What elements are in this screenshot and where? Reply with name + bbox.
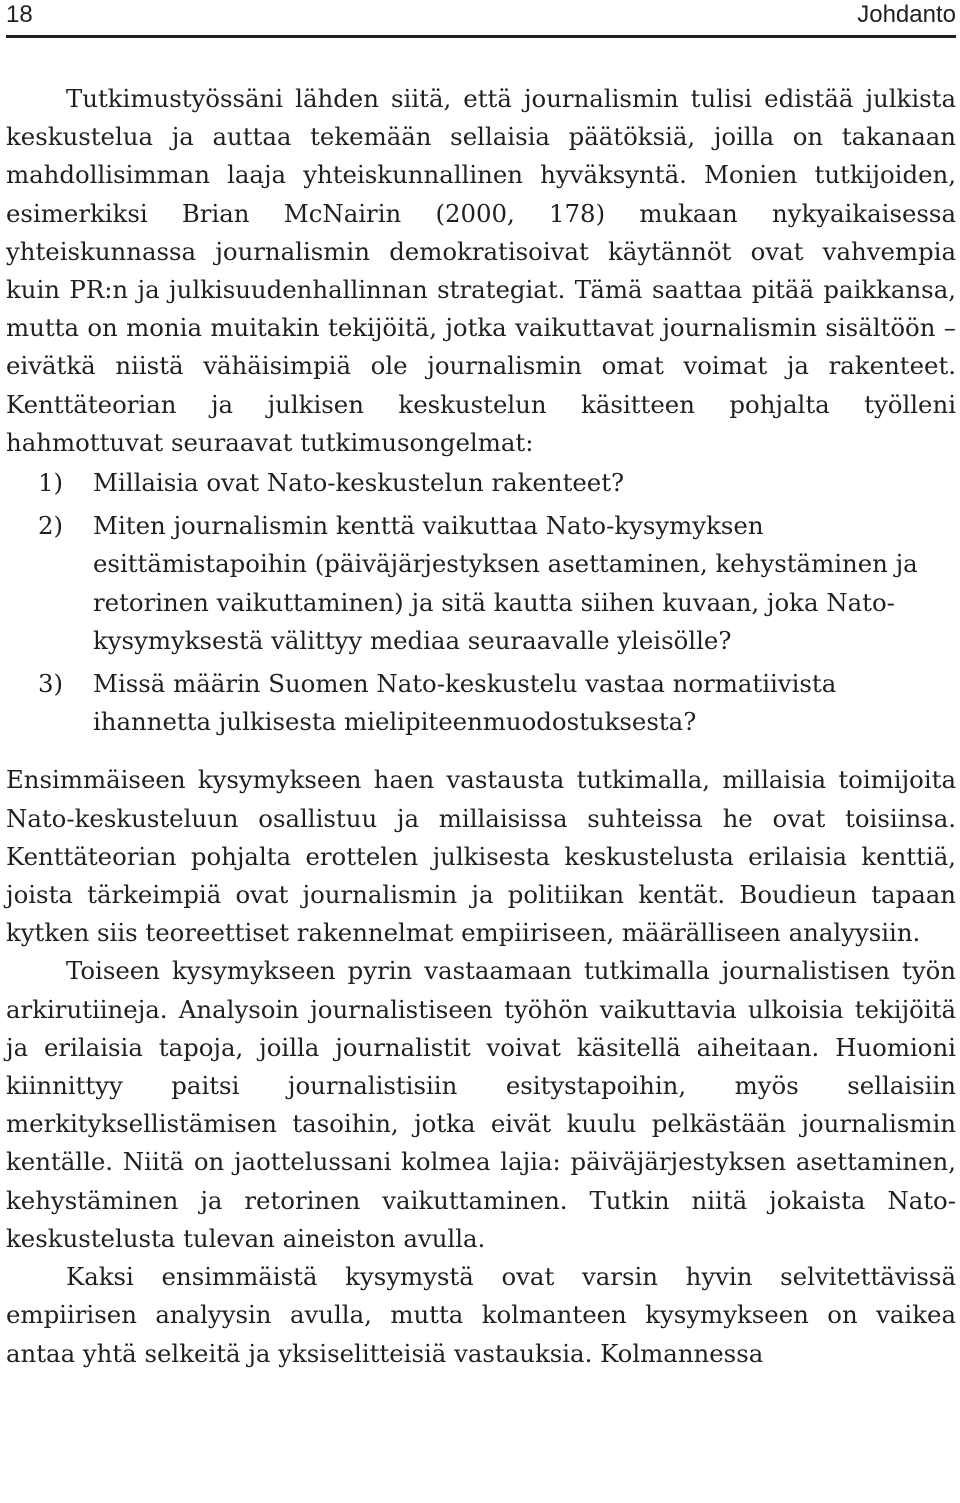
question-number: 1) (38, 468, 64, 498)
question-text: Missä määrin Suomen Nato-keskustelu vastaa normatiivista ihannetta julkisesta mielipiteenmuodostuksesta? (93, 669, 837, 737)
running-head (6, 0, 956, 34)
chapter-title: Johdanto (857, 1, 956, 28)
research-questions-list (6, 464, 956, 741)
question-number: 2) (38, 511, 64, 541)
header-rule (6, 35, 956, 38)
research-question-2 (6, 507, 956, 660)
body-paragraph-1: Ensimmäiseen kysymykseen haen vastausta tutkimalla, millaisia toimijoita Nato-keskusteluun osallistuu ja millaisissa suhteissa he ovat toisiinsa. Kenttäteorian pohjalta erottelen julkisesta keskustelusta erilaisia kenttiä, joista tärkeimpiä ovat journalismin ja politiikan kentät. Boudieun tapaan kytken siis teoreettiset rakennelmat empiiriseen, määrälliseen analyysiin. (6, 765, 956, 948)
research-question-3 (6, 665, 956, 741)
question-text: Miten journalismin kenttä vaikuttaa Nato-kysymyksen esittämistapoihin (päiväjärjestyksen asettaminen, kehystäminen ja retorinen vaikuttaminen) ja sitä kautta siihen kuvaan, joka Nato-kysymyksestä välittyy mediaa seuraavalle yleisölle? (93, 511, 918, 655)
research-question-1 (6, 464, 956, 502)
intro-paragraph: Tutkimustyössäni lähden siitä, että journalismin tulisi edistää julkista keskustelua ja auttaa tekemään sellaisia päätöksiä, joilla on takanaan mahdollisimman laaja yhteiskunnallinen hyväksyntä. Monien tutkijoiden, esimerkiksi Brian McNairin (2000, 178) mukaan nykyaikaisessa yhteiskunnassa journalismin demokratisoivat käytännöt ovat vahvempia kuin PR:n ja julkisuudenhallinnan strategiat. Tämä saattaa pitää paikkansa, mutta on monia muitakin tekijöitä, jotka vaikuttavat journalismin sisältöön – eivätkä niistä vähäisimpiä ole journalismin omat voimat ja rakenteet. Kenttäteorian ja julkisen keskustelun käsitteen pohjalta työlleni hahmottuvat seuraavat tutkimusongelmat: (6, 84, 956, 457)
body-paragraph-2: Toiseen kysymykseen pyrin vastaamaan tutkimalla journalistisen työn arkirutiineja. Analysoin journalistiseen työhön vaikuttavia ulkoisia tekijöitä ja erilaisia tapoja, joilla journalistit voivat käsitellä aiheitaan. Huomioni kiinnittyy paitsi journalistisiin esitystapoihin, myös sellaisiin merkityksellistämisen tasoihin, jotka eivät kuulu pelkästään journalismin kentälle. Niitä on jaottelussani kolmea lajia: päiväjärjestyksen asettaminen, kehystäminen ja retorinen vaikuttaminen. Tutkin niitä jokaista Nato-keskustelusta tulevan aineiston avulla. (6, 956, 956, 1253)
page-number: 18 (6, 1, 33, 28)
body-paragraph-3: Kaksi ensimmäistä kysymystä ovat varsin hyvin selvitettävissä empiirisen analyysin avulla, mutta kolmanteen kysymykseen on vaikea antaa yhtä selkeitä ja yksiselitteisiä vastauksia. Kolmannessa (6, 1262, 956, 1368)
body-text (6, 80, 956, 1373)
question-number: 3) (38, 669, 64, 699)
question-text: Millaisia ovat Nato-keskustelun rakenteet? (93, 468, 625, 498)
